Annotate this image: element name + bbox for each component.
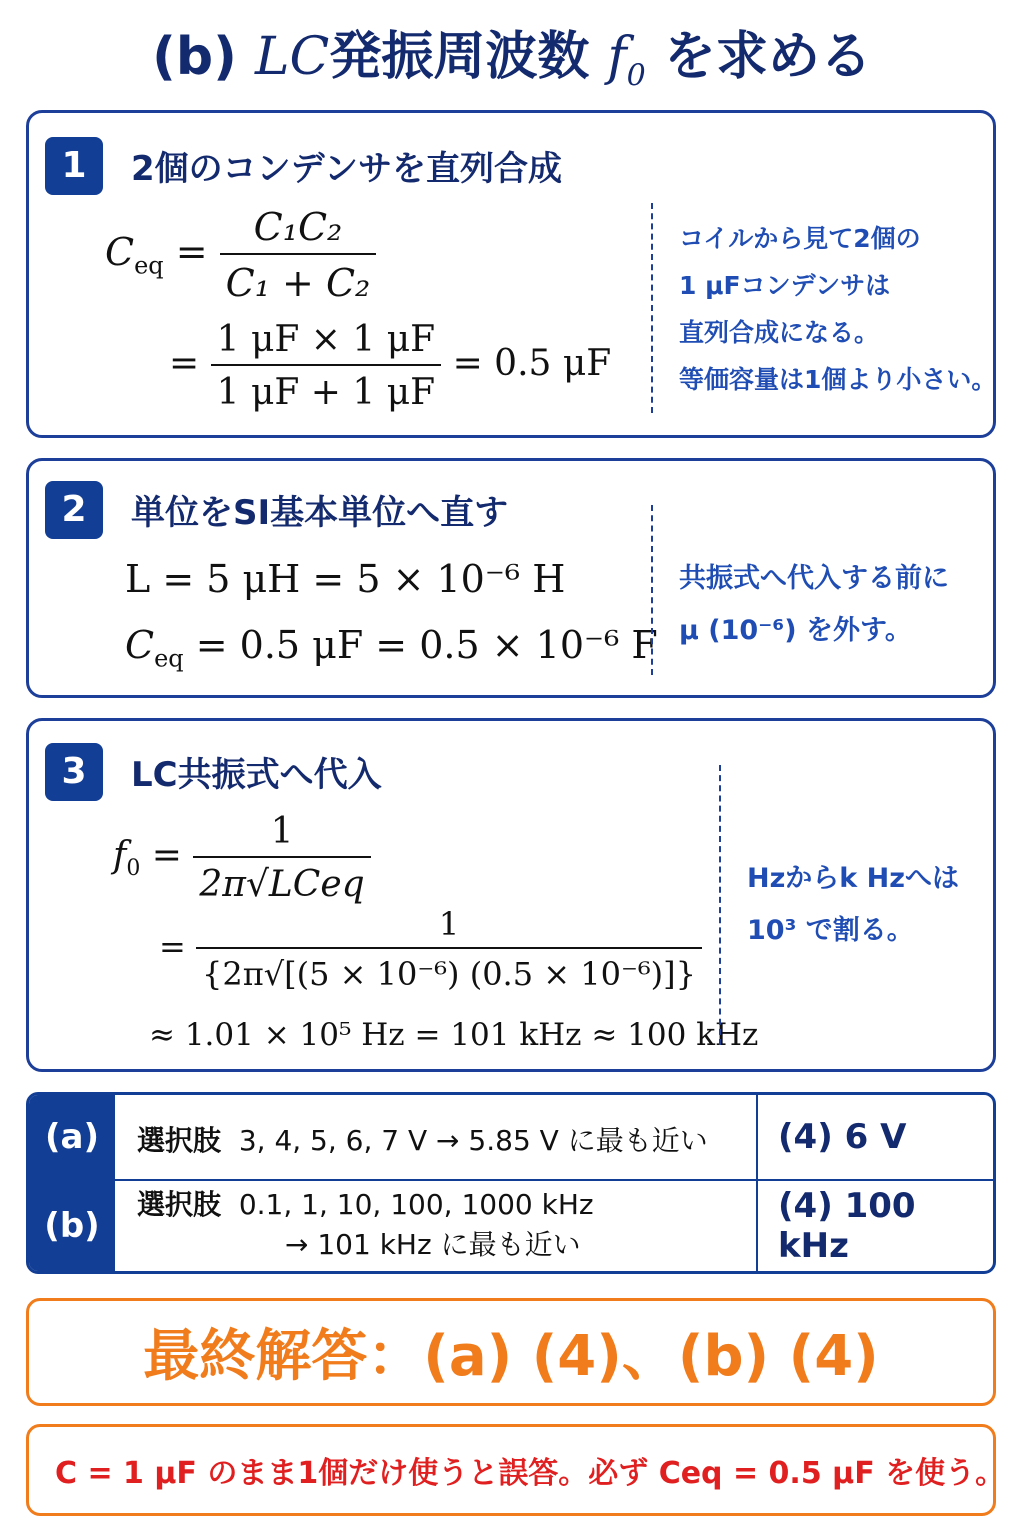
warning-text: C = 1 μF のまま1個だけ使うと誤答。必ず Ceq = 0.5 μF を使う。 (55, 1456, 1006, 1491)
row-answer-a: (4) 6 V (756, 1095, 993, 1179)
row-answer-b: (4) 100 kHz (756, 1181, 993, 1271)
step3-divider (719, 765, 721, 1045)
ceq-lhs: $C_{eq}$ (105, 229, 164, 280)
step1-divider (651, 203, 653, 413)
warning-box (26, 1424, 1006, 1516)
step1-card (26, 110, 996, 438)
row-label-b: (b) (29, 1181, 115, 1271)
step3-title: LC共振式へ代入 (131, 755, 382, 795)
table-row (29, 1181, 993, 1271)
row-desc-b: 選択肢 0.1, 1, 10, 100, 1000 kHz → 101 kHz に最も近い (137, 1188, 594, 1261)
step1-title: 2個のコンデンサを直列合成 (131, 149, 562, 189)
step2-line2: $C_{eq} = 0.5$ μF = 0.5 × 10⁻⁶ F (125, 623, 658, 673)
title-lc: LC (254, 27, 330, 87)
fraction-substituted: $\frac{1}{\text{\{2π√[(5 × 10⁻⁶) (0.5 × 10⁻⁶)]\}}}$ (196, 905, 702, 993)
choice-table (26, 1092, 996, 1274)
step1-note: コイルから見て2個の 1 μFコンデンサは 直列合成になる。 等価容量は1個より小さい。 (679, 224, 997, 394)
title-main: 発振周波数 (329, 27, 608, 87)
step3-note: Hzからk Hzへは 10³ で割る。 (747, 863, 959, 946)
step2-line1: L = 5 μH = 5 × 10⁻⁶ H (125, 557, 566, 601)
step3-equation-2: = $\frac{1}{\text{\{2π√[(5 × 10⁻⁶) (0.5 × 10⁻⁶)]\}}}$ (159, 905, 702, 993)
page-title (0, 14, 1024, 93)
title-prefix: (b) (152, 27, 255, 87)
fraction-resonance: $\frac{1}{\text{2π√LCeq}}$ (193, 811, 370, 905)
step1-badge: 1 (45, 137, 103, 195)
step1-equation-1: $C_{eq}$ = $\frac{\text{C₁C₂}}{\text{C₁ + C₂}}$ (105, 205, 376, 305)
row-label-a: (a) (29, 1095, 115, 1179)
title-f: $f_0$ (607, 27, 646, 94)
step2-note: 共振式へ代入する前に μ (10⁻⁶) を外す。 (679, 563, 949, 646)
step2-title: 単位をSI基本単位へ直す (131, 493, 509, 533)
step3-approx: ≈ 1.01 × 10⁵ Hz = 101 kHz ≈ 100 kHz (149, 1017, 759, 1053)
fraction-1uf: $\frac{1 \mu F \times 1 \mu F}{1 \mu F + 1 \mu F}$ (211, 319, 442, 413)
step1-equation-2: = $\frac{1 \mu F \times 1 \mu F}{1 \mu F + 1 \mu F}$ = 0.5 μF (169, 319, 612, 413)
result-05uf: = 0.5 μF (452, 343, 612, 384)
fraction-c1c2: $\frac{\text{C₁C₂}}{\text{C₁ + C₂}}$ (220, 205, 377, 305)
table-row (29, 1095, 993, 1181)
step2-divider (651, 505, 653, 675)
step2-badge: 2 (45, 481, 103, 539)
step3-badge: 3 (45, 743, 103, 801)
step2-card (26, 458, 996, 698)
step3-equation-1: $f_0$ = $\frac{1}{\text{2π√LCeq}}$ (113, 811, 371, 905)
row-desc-a: 選択肢 3, 4, 5, 6, 7 V → 5.85 V に最も近い (137, 1124, 708, 1157)
step3-card (26, 718, 996, 1072)
final-answer: 最終解答：(a) (4)、(b) (4) (26, 1298, 996, 1406)
title-suffix: を求める (645, 27, 872, 87)
